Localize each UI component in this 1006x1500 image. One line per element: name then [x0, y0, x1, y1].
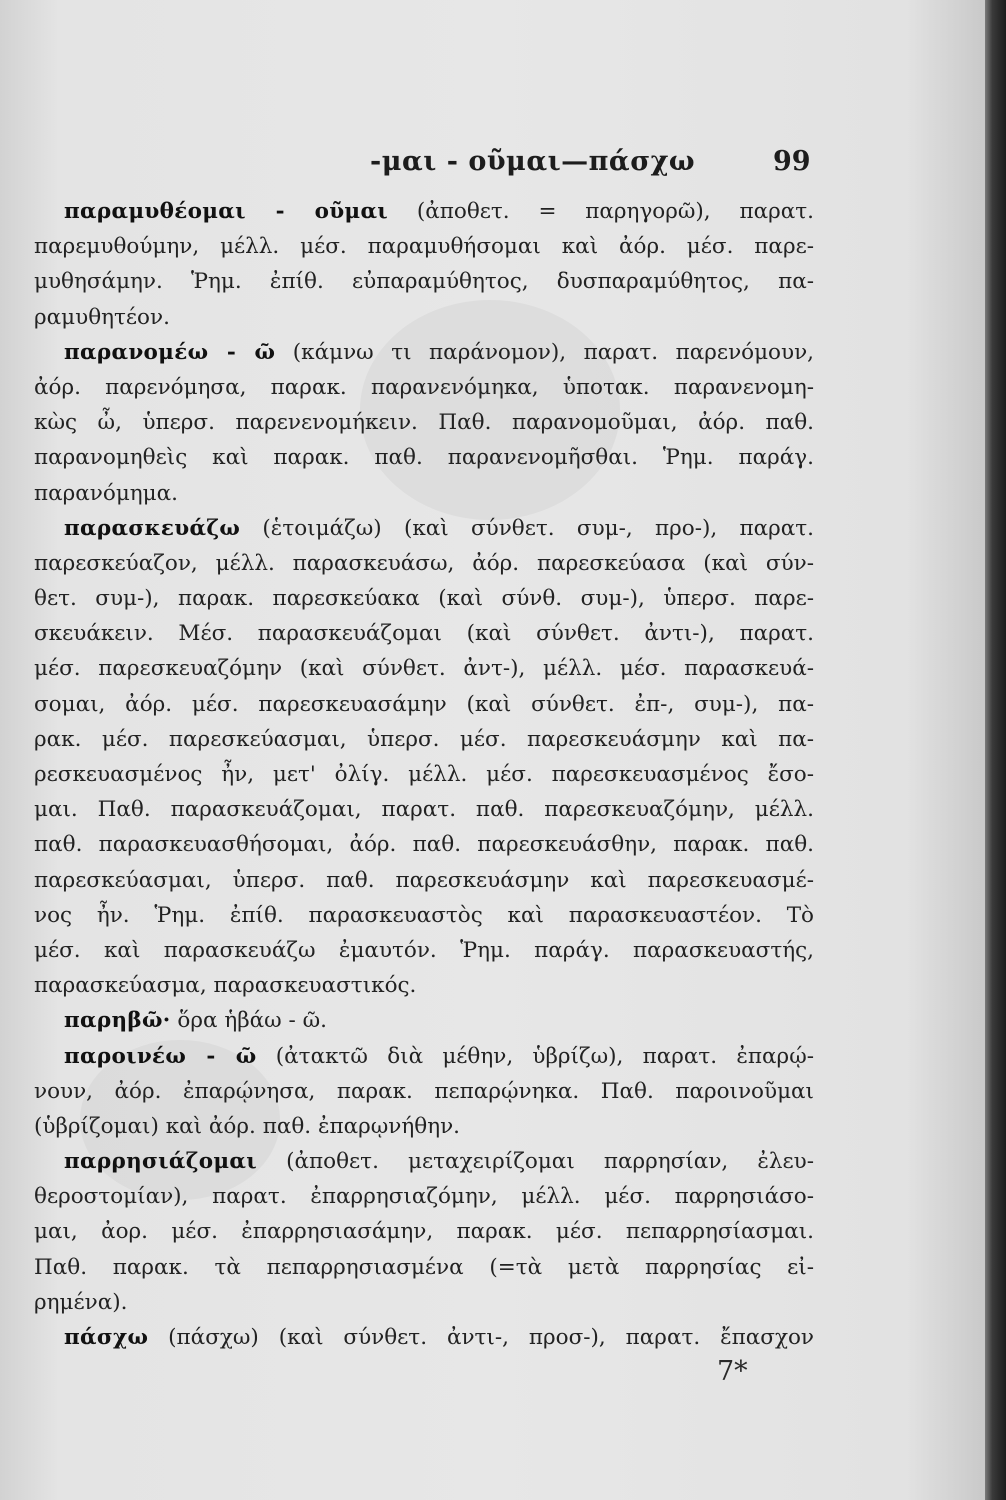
- entry-text: παρεσκεύαζον, μέλλ. παρασκευάσω, ἀόρ. παρεσκεύασα (καὶ σύν-: [34, 550, 814, 576]
- entry-line: [34, 757, 814, 792]
- entry-text: ρεσκευασμένος ἦν, μετ' ὀλίγ. μέλλ. μέσ. παρεσκευασμένος ἔσο-: [34, 762, 814, 787]
- entry-line: [34, 264, 814, 299]
- entry-text: παρανόμημα.: [34, 480, 179, 506]
- page-header: [0, 146, 985, 186]
- entry-line: [34, 405, 814, 440]
- entry-text: σομαι, ἀόρ. μέσ. παρεσκευασάμην (καὶ σύνθετ. ἐπ-, συμ-), πα-: [34, 691, 814, 717]
- lemma: παρρησιάζομαι: [64, 1149, 257, 1175]
- entry-text: (πάσχω) (καὶ σύνθετ. ἀντι-, προσ-), παρατ. ἔπασχον: [148, 1325, 814, 1350]
- entry-head-line: [34, 511, 814, 546]
- page-number: 99: [773, 146, 811, 177]
- entry-head-line: [34, 1039, 814, 1074]
- entry-line: [34, 968, 814, 1003]
- lemma: πάσχω: [64, 1325, 149, 1350]
- entry-line: [34, 1074, 814, 1109]
- entry-line: [34, 1109, 814, 1144]
- entry-text: νουν, ἀόρ. ἐπαρῴνησα, παρακ. πεπαρῴνηκα. Παθ. παροινοῦμαι: [34, 1078, 814, 1104]
- lemma: παρανομέω - ῶ: [64, 339, 276, 365]
- lemma: παρηβῶ·: [64, 1008, 171, 1034]
- entry-text: ρακ. μέσ. παρεσκεύασμαι, ὑπερσ. μέσ. παρεσκευάσμην καὶ πα-: [34, 726, 814, 752]
- entry-line: [34, 581, 814, 616]
- entry-line: [34, 616, 814, 651]
- entry-text: ραμυθητέον.: [34, 304, 170, 330]
- entry-line: [34, 863, 814, 898]
- entry-head-line: [34, 335, 814, 370]
- entry-line: [34, 476, 814, 511]
- entry-line: [34, 792, 814, 827]
- entry-line: [34, 1250, 814, 1285]
- entry-text: μυθησάμην. Ῥημ. ἐπίθ. εὐπαραμύθητος, δυσπαραμύθητος, πα-: [34, 269, 814, 295]
- entry-text: σκευάκειν. Μέσ. παρασκευάζομαι (καὶ σύνθετ. ἀντι-), παρατ.: [34, 621, 814, 647]
- entry-line: [34, 229, 814, 264]
- entry-line: [34, 1214, 814, 1249]
- entry-text: μαι. Παθ. παρασκευάζομαι, παρατ. παθ. παρεσκευαζόμην, μέλλ.: [34, 797, 814, 823]
- entry-head-line: [34, 1003, 814, 1038]
- entry-head-line: [34, 1320, 814, 1355]
- entry-text: παρανομηθεὶς καὶ παρακ. παθ. παρανενομῆσθαι. Ῥημ. παράγ.: [34, 445, 814, 471]
- entry-line: [34, 687, 814, 722]
- entry-line: [34, 300, 814, 335]
- entry-text: νος ἦν. Ῥημ. ἐπίθ. παρασκευαστὸς καὶ παρασκευαστέον. Τὸ: [34, 902, 814, 928]
- dictionary-entries: [34, 194, 814, 1355]
- entry-line: [34, 827, 814, 862]
- entry-text: (ἑτοιμάζω) (καὶ σύνθετ. συμ-, προ-), παρατ.: [240, 515, 814, 541]
- lemma: παροινέω - ῶ: [64, 1043, 257, 1069]
- signature-mark: 7*: [717, 1356, 748, 1387]
- entry-line: [34, 651, 814, 686]
- entry-line: [34, 898, 814, 933]
- entry-text: (ἀποθετ. μεταχειρίζομαι παρρησίαν, ἐλευ-: [256, 1149, 814, 1175]
- entry-line: [34, 722, 814, 757]
- lemma: παραμυθέομαι - οῦμαι: [64, 199, 389, 224]
- entry-text: Παθ. παρακ. τὰ πεπαρρησιασμένα (=τὰ μετὰ παρρησίας εἰ-: [34, 1254, 814, 1280]
- entry-text: θετ. συμ-), παρακ. παρεσκεύακα (καὶ σύνθ. συμ-), ὑπερσ. παρε-: [34, 586, 814, 612]
- lemma: παρασκευάζω: [64, 515, 241, 541]
- entry-text: θεροστομίαν), παρατ. ἐπαρρησιαζόμην, μέλλ. μέσ. παρρησιάσο-: [34, 1184, 814, 1210]
- entry-text: (ὑβρίζομαι) καὶ ἀόρ. παθ. ἐπαρῳνήθην.: [34, 1113, 460, 1139]
- entry-text: (κάμνω τι παράνομον), παρατ. παρενόμουν,: [275, 339, 814, 365]
- entry-text: παρεσκεύασμαι, ὑπερσ. παθ. παρεσκευάσμην καὶ παρεσκευασμέ-: [34, 867, 814, 893]
- entry-line: [34, 1285, 814, 1320]
- entry-head-line: [34, 1144, 814, 1179]
- entry-text: μέσ. παρεσκευαζόμην (καὶ σύνθετ. ἀντ-), μέλλ. μέσ. παρασκευά-: [34, 656, 814, 682]
- entry-text: παρασκεύασμα, παρασκευαστικός.: [34, 973, 417, 999]
- entry-line: [34, 370, 814, 405]
- entry-text: μέσ. καὶ παρασκευάζω ἐμαυτόν. Ῥημ. παράγ. παρασκευαστής,: [34, 937, 814, 963]
- entry-text: ἀόρ. παρενόμησα, παρακ. παρανενόμηκα, ὑποτακ. παρανενομη-: [34, 374, 814, 400]
- entry-text: κὼς ὦ, ὑπερσ. παρενενομήκειν. Παθ. παρανομοῦμαι, ἀόρ. παθ.: [34, 410, 814, 436]
- entry-text: (ἀτακτῶ διὰ μέθην, ὑβρίζω), παρατ. ἐπαρῴ-: [256, 1043, 814, 1069]
- entry-line: [34, 1179, 814, 1214]
- entry-text: παρεμυθούμην, μέλλ. μέσ. παραμυθήσομαι καὶ ἀόρ. μέσ. παρε-: [34, 234, 814, 260]
- entry-text: μαι, ἀορ. μέσ. ἐπαρρησιασάμην, παρακ. μέσ. πεπαρρησίασμαι.: [34, 1219, 814, 1245]
- entry-text: παθ. παρασκευασθήσομαι, ἀόρ. παθ. παρεσκευάσθην, παρακ. παθ.: [34, 832, 814, 858]
- entry-line: [34, 546, 814, 581]
- entry-text: ρημένα).: [34, 1289, 128, 1315]
- running-head: -μαι - οῦμαι—πάσχω: [370, 146, 696, 177]
- entry-text: ὅρα ἡβάω - ῶ.: [170, 1008, 327, 1034]
- entry-text: (ἀποθετ. = παρηγορῶ), παρατ.: [388, 199, 814, 224]
- book-edge: [985, 0, 1006, 1500]
- entry-head-line: [34, 194, 814, 229]
- entry-line: [34, 440, 814, 475]
- entry-line: [34, 933, 814, 968]
